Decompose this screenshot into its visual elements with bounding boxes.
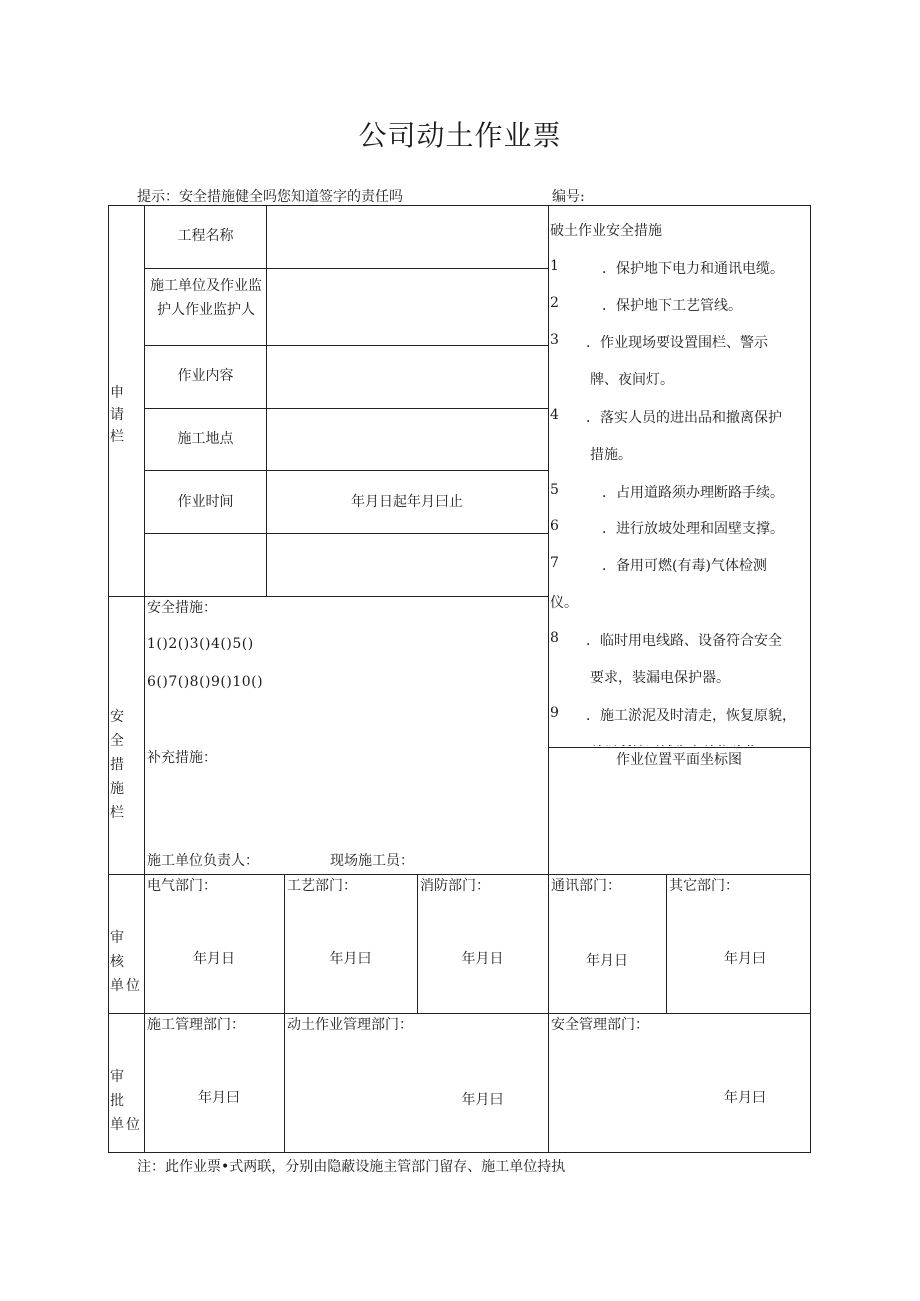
review-dept-telecom-label: 通讯部门： [551, 878, 621, 894]
approval-dept-safety-label: 安全管理部门： [551, 1017, 649, 1033]
review-dept-other-label: 其它部门： [669, 878, 739, 894]
review-dept-process-date[interactable]: 年月曰 [329, 951, 372, 967]
serial-number-label: 编号: [552, 189, 585, 205]
measure-number: 5 [550, 482, 559, 498]
measure-number: 7 [550, 555, 559, 571]
measure-text-continued: 仪。 [550, 595, 578, 611]
measure-number: 2 [550, 295, 559, 311]
measure-text-continued: 措施。 [590, 447, 632, 463]
review-dept-other-date[interactable]: 年月曰 [724, 951, 766, 967]
measure-text: ．备用可燃(有毒)气体检测 [602, 558, 767, 574]
supplement-measures-label: 补充措施： [147, 750, 217, 766]
measure-number: 4 [550, 407, 559, 423]
approval-dept-construction-date[interactable]: 年月曰 [198, 1090, 240, 1106]
review-dept-electrical-date[interactable]: 年月日 [193, 951, 235, 967]
field-label-work-time: 作业时间 [177, 494, 234, 510]
page-title: 公司动土作业票 [358, 119, 562, 152]
field-label-project-name: 工程名称 [177, 228, 234, 244]
measure-text-continued: 牌、夜间灯。 [590, 372, 674, 388]
plan-map-label: 作业位置平面坐标图 [616, 752, 742, 768]
review-section-label: 审 核 单位 [110, 930, 142, 994]
measure-text-continued: 要求，装漏电保护器。 [590, 670, 730, 686]
footer-note: 注：此作业票•式两联，分别由隐蔽设施主管部门留存、施工单位持执 [137, 1159, 566, 1175]
field-label-unit-supervisor: 施工单位及作业监护人作业监护人 [150, 278, 262, 318]
safety-checkboxes-row-2[interactable]: 6()7()8()9()10() [147, 674, 264, 690]
measure-number: 3 [550, 332, 559, 348]
measure-number: 1 [550, 258, 559, 274]
breaking-measures-panel [550, 206, 810, 746]
review-dept-fire-date[interactable]: 年月日 [461, 951, 504, 967]
approval-dept-earthwork-date[interactable]: 年月曰 [461, 1092, 504, 1108]
measure-text-continued [590, 742, 758, 746]
approval-section-label: 审 批 单位 [110, 1069, 142, 1133]
measure-text: ．进行放坡处理和固壁支撑。 [602, 521, 784, 537]
approval-dept-earthwork-label: 动土作业管理部门： [287, 1017, 413, 1033]
field-label-work-content: 作业内容 [177, 368, 234, 384]
measure-number: 8 [550, 630, 559, 646]
field-value-work-time[interactable]: 年月日起年月曰止 [351, 494, 463, 510]
review-dept-electrical-label: 电气部门： [147, 878, 217, 894]
measure-number: 6 [550, 518, 559, 534]
approval-dept-construction-label: 施工管理部门： [147, 1017, 245, 1033]
measure-number: 9 [550, 705, 559, 721]
hint-text: 提示：安全措施健全吗您知道签字的责任吗 [137, 189, 403, 205]
review-dept-process-label: 工艺部门： [287, 878, 357, 894]
measure-text: ．施工淤泥及时清走，恢复原貌， [586, 708, 796, 724]
measure-text: ．临时用电线路、设备符合安全 [586, 633, 782, 649]
review-dept-telecom-date[interactable]: 年月日 [586, 953, 628, 969]
site-worker-label: 现场施工员： [330, 853, 414, 869]
safety-section-label: 安 全 措 施 栏 [110, 709, 126, 821]
safety-checkboxes-row-1[interactable]: 1()2()3()4()5() [147, 636, 254, 652]
field-label-work-location: 施工地点 [177, 431, 234, 447]
measure-text: ．保护地下工艺管线。 [602, 298, 742, 314]
measure-text: ．作业现场要设置围栏、警示 [586, 335, 768, 351]
review-dept-fire-label: 消防部门： [420, 878, 490, 894]
measure-text: ．落实人员的进出品和撤离保护 [586, 410, 782, 426]
safety-measures-label: 安全措施： [147, 600, 217, 616]
application-section-label: 申 请 栏 [110, 385, 126, 445]
approval-dept-safety-date[interactable]: 年月曰 [724, 1090, 766, 1106]
breaking-measures-title: 破土作业安全措施 [550, 223, 662, 239]
measure-text: ．保护地下电力和通讯电缆。 [602, 261, 784, 277]
unit-leader-label: 施工单位负责人： [147, 853, 259, 869]
measure-text: ．占用道路须办理断路手续。 [602, 485, 784, 501]
